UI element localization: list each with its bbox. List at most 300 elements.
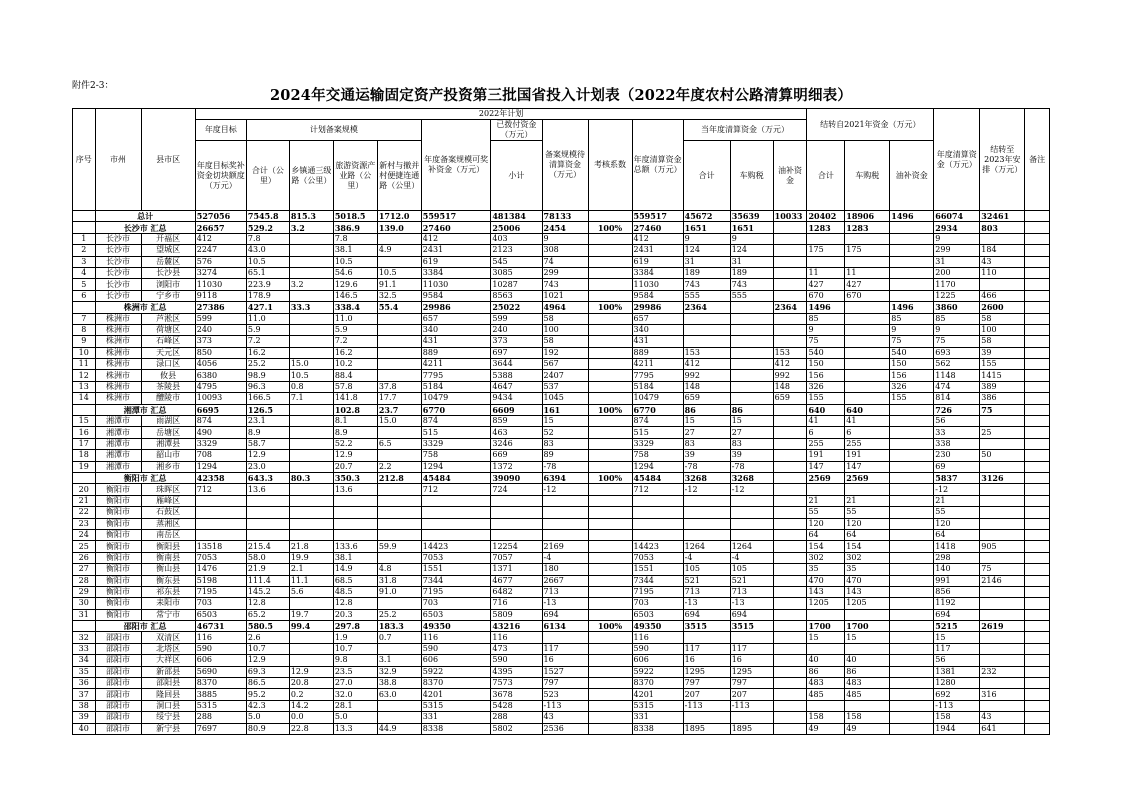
cell-value bbox=[588, 256, 632, 267]
cell-county: 常宁市 bbox=[141, 609, 195, 620]
cell-value: 316 bbox=[980, 689, 1025, 700]
cell-value bbox=[195, 518, 246, 529]
cell-value: 427.1 bbox=[246, 302, 289, 313]
table-row bbox=[73, 586, 1050, 597]
cell-value: 3126 bbox=[980, 472, 1025, 483]
cell-value bbox=[773, 472, 807, 483]
cell-value: 25.2 bbox=[246, 359, 289, 370]
table-row bbox=[73, 393, 1050, 404]
cell-value bbox=[890, 700, 934, 711]
cell-value bbox=[377, 700, 421, 711]
cell-city: 长沙市 bbox=[95, 233, 141, 244]
cell-value: 12.9 bbox=[246, 655, 289, 666]
cell-value: 797 bbox=[542, 678, 588, 689]
cell-county: 天元区 bbox=[141, 347, 195, 358]
cell-value: 207 bbox=[683, 689, 730, 700]
cell-value: 65.2 bbox=[246, 609, 289, 620]
cell-value: 7057 bbox=[491, 552, 542, 563]
cell-value: 5837 bbox=[934, 472, 980, 483]
cell-value: 2407 bbox=[542, 370, 588, 381]
cell-value bbox=[773, 564, 807, 575]
cell-value: 6134 bbox=[542, 621, 588, 632]
cell-seq: 26 bbox=[73, 552, 96, 563]
cell-value: 692 bbox=[934, 689, 980, 700]
cell-value bbox=[773, 689, 807, 700]
cell-summary-label: 总计 bbox=[95, 211, 195, 222]
cell-value bbox=[377, 370, 421, 381]
cell-value bbox=[773, 598, 807, 609]
cell-value: 23.5 bbox=[333, 666, 377, 677]
cell-value: 9584 bbox=[421, 290, 491, 301]
cell-seq: 28 bbox=[73, 575, 96, 586]
cell-value: 712 bbox=[632, 484, 683, 495]
cell-value bbox=[588, 438, 632, 449]
cell-value bbox=[421, 518, 491, 529]
cell-value: 21 bbox=[845, 495, 890, 506]
cell-value bbox=[1025, 632, 1050, 643]
cell-value: 7195 bbox=[632, 586, 683, 597]
cell-value: 156 bbox=[807, 370, 845, 381]
cell-value: 5.6 bbox=[289, 586, 333, 597]
cell-value: 470 bbox=[807, 575, 845, 586]
cell-value bbox=[588, 336, 632, 347]
header-annual-target: 年度目标 bbox=[195, 120, 246, 141]
cell-value: 1712.0 bbox=[377, 211, 421, 222]
cell-seq: 22 bbox=[73, 507, 96, 518]
cell-value: 153 bbox=[683, 347, 730, 358]
cell-value: 11 bbox=[845, 267, 890, 278]
cell-county: 醴陵市 bbox=[141, 393, 195, 404]
cell-value bbox=[890, 267, 934, 278]
cell-value: 1551 bbox=[421, 564, 491, 575]
cell-value bbox=[730, 712, 773, 723]
cell-value bbox=[377, 552, 421, 563]
cell-value: 56 bbox=[934, 655, 980, 666]
cell-value: 340 bbox=[421, 324, 491, 335]
cell-value: 6 bbox=[807, 427, 845, 438]
cell-value: 5690 bbox=[195, 666, 246, 677]
cell-county: 望城区 bbox=[141, 245, 195, 256]
table-row bbox=[73, 598, 1050, 609]
cell-city: 长沙市 bbox=[95, 245, 141, 256]
cell-value: 59.9 bbox=[377, 541, 421, 552]
cell-value: 1021 bbox=[542, 290, 588, 301]
cell-value bbox=[890, 609, 934, 620]
cell-value bbox=[773, 723, 807, 734]
cell-value: -113 bbox=[683, 700, 730, 711]
cell-value: 326 bbox=[807, 381, 845, 392]
cell-value: 302 bbox=[845, 552, 890, 563]
cell-value: 5315 bbox=[195, 700, 246, 711]
cell-value: 302 bbox=[807, 552, 845, 563]
cell-value bbox=[1025, 495, 1050, 506]
cell-value bbox=[588, 324, 632, 335]
cell-value bbox=[980, 643, 1025, 654]
cell-value: 7.8 bbox=[333, 233, 377, 244]
cell-value: 55.4 bbox=[377, 302, 421, 313]
cell-value: 57.8 bbox=[333, 381, 377, 392]
cell-value: -113 bbox=[934, 700, 980, 711]
cell-city: 株洲市 bbox=[95, 347, 141, 358]
cell-seq: 2 bbox=[73, 245, 96, 256]
cell-value bbox=[1025, 621, 1050, 632]
cell-value: 15 bbox=[807, 632, 845, 643]
cell-city: 长沙市 bbox=[95, 256, 141, 267]
cell-value bbox=[730, 336, 773, 347]
cell-value: 25 bbox=[980, 427, 1025, 438]
cell-value bbox=[588, 575, 632, 586]
cell-value: 850 bbox=[195, 347, 246, 358]
table-row bbox=[73, 666, 1050, 677]
cell-county: 湘潭县 bbox=[141, 438, 195, 449]
cell-value: 515 bbox=[632, 427, 683, 438]
cell-value bbox=[1025, 518, 1050, 529]
cell-value: 590 bbox=[632, 643, 683, 654]
cell-value: 299 bbox=[542, 267, 588, 278]
cell-value: 403 bbox=[491, 233, 542, 244]
cell-value: 146.5 bbox=[333, 290, 377, 301]
table-row bbox=[73, 552, 1050, 563]
cell-value bbox=[773, 256, 807, 267]
cell-value: 874 bbox=[421, 416, 491, 427]
cell-value: 89 bbox=[542, 450, 588, 461]
cell-value: 3515 bbox=[683, 621, 730, 632]
cell-value bbox=[773, 518, 807, 529]
cell-value bbox=[980, 609, 1025, 620]
cell-value: 12254 bbox=[491, 541, 542, 552]
cell-value: 7195 bbox=[195, 586, 246, 597]
table-row bbox=[73, 564, 1050, 575]
cell-value: 641 bbox=[980, 723, 1025, 734]
cell-value bbox=[632, 507, 683, 518]
cell-value: 105 bbox=[683, 564, 730, 575]
cell-value bbox=[683, 712, 730, 723]
table-row bbox=[73, 529, 1050, 540]
cell-value bbox=[491, 529, 542, 540]
cell-value: 1496 bbox=[807, 302, 845, 313]
cell-value: 8.9 bbox=[333, 427, 377, 438]
cell-value: 148 bbox=[683, 381, 730, 392]
cell-value bbox=[377, 484, 421, 495]
cell-value: 183.3 bbox=[377, 621, 421, 632]
cell-value: 240 bbox=[491, 324, 542, 335]
cell-value: 606 bbox=[421, 655, 491, 666]
cell-seq: 32 bbox=[73, 632, 96, 643]
cell-value: 3644 bbox=[491, 359, 542, 370]
cell-value: 905 bbox=[980, 541, 1025, 552]
cell-value bbox=[773, 461, 807, 472]
cell-value bbox=[773, 655, 807, 666]
cell-value: 2569 bbox=[845, 472, 890, 483]
cell-value bbox=[773, 621, 807, 632]
cell-value bbox=[377, 529, 421, 540]
table-row bbox=[73, 712, 1050, 723]
cell-value: 1294 bbox=[632, 461, 683, 472]
table-row bbox=[73, 404, 1050, 415]
cell-value: 7.1 bbox=[289, 393, 333, 404]
cell-value bbox=[773, 552, 807, 563]
cell-value bbox=[890, 632, 934, 643]
cell-value bbox=[807, 256, 845, 267]
cell-value: 1205 bbox=[845, 598, 890, 609]
cell-value bbox=[588, 598, 632, 609]
cell-value bbox=[730, 381, 773, 392]
cell-value: 133.6 bbox=[333, 541, 377, 552]
cell-value: 10.5 bbox=[377, 267, 421, 278]
cell-value bbox=[588, 678, 632, 689]
cell-value bbox=[542, 632, 588, 643]
cell-seq: 25 bbox=[73, 541, 96, 552]
cell-value: 427 bbox=[845, 279, 890, 290]
cell-value bbox=[890, 541, 934, 552]
cell-value bbox=[289, 461, 333, 472]
cell-value: 18906 bbox=[845, 211, 890, 222]
cell-value: 41 bbox=[807, 416, 845, 427]
cell-value bbox=[1025, 302, 1050, 313]
cell-value: 150 bbox=[890, 359, 934, 370]
cell-value: 240 bbox=[195, 324, 246, 335]
header-oil2: 油补资金 bbox=[890, 141, 934, 211]
cell-value bbox=[980, 461, 1025, 472]
cell-value: 39 bbox=[980, 347, 1025, 358]
cell-value: 4211 bbox=[632, 359, 683, 370]
cell-value: 7795 bbox=[632, 370, 683, 381]
table-row bbox=[73, 495, 1050, 506]
cell-value: 7195 bbox=[421, 586, 491, 597]
cell-county: 岳塘区 bbox=[141, 427, 195, 438]
cell-value bbox=[730, 313, 773, 324]
cell-value bbox=[246, 495, 289, 506]
cell-value: 147 bbox=[845, 461, 890, 472]
cell-value bbox=[1025, 347, 1050, 358]
cell-value: 815.3 bbox=[289, 211, 333, 222]
cell-value: 158 bbox=[807, 712, 845, 723]
cell-value bbox=[1025, 723, 1050, 734]
cell-value: 669 bbox=[491, 450, 542, 461]
cell-city: 株洲市 bbox=[95, 313, 141, 324]
cell-value bbox=[333, 495, 377, 506]
cell-value bbox=[773, 575, 807, 586]
cell-value bbox=[845, 700, 890, 711]
header-carryover: 结转自2021年资金（万元） bbox=[807, 109, 934, 141]
cell-value: 299 bbox=[934, 245, 980, 256]
cell-value: 703 bbox=[632, 598, 683, 609]
cell-value: -113 bbox=[542, 700, 588, 711]
cell-value: 2364 bbox=[683, 302, 730, 313]
cell-value: 8338 bbox=[421, 723, 491, 734]
cell-county: 雁峰区 bbox=[141, 495, 195, 506]
cell-value bbox=[289, 404, 333, 415]
cell-city: 株洲市 bbox=[95, 359, 141, 370]
cell-value: 889 bbox=[632, 347, 683, 358]
cell-value: 75 bbox=[934, 336, 980, 347]
table-row bbox=[73, 575, 1050, 586]
cell-value: 0.8 bbox=[289, 381, 333, 392]
cell-value bbox=[890, 279, 934, 290]
cell-value: 15 bbox=[683, 416, 730, 427]
cell-value: 694 bbox=[730, 609, 773, 620]
cell-value: 3678 bbox=[491, 689, 542, 700]
cell-value bbox=[845, 336, 890, 347]
cell-value bbox=[632, 518, 683, 529]
cell-value: 6503 bbox=[421, 609, 491, 620]
cell-value: 1895 bbox=[730, 723, 773, 734]
cell-value bbox=[1025, 598, 1050, 609]
table-row bbox=[73, 655, 1050, 666]
cell-city: 邵阳市 bbox=[95, 712, 141, 723]
cell-value: -13 bbox=[730, 598, 773, 609]
cell-value: 8338 bbox=[632, 723, 683, 734]
cell-value: 4795 bbox=[195, 381, 246, 392]
cell-value: 49350 bbox=[632, 621, 683, 632]
cell-value: 3246 bbox=[491, 438, 542, 449]
cell-value: 712 bbox=[195, 484, 246, 495]
cell-value: 13518 bbox=[195, 541, 246, 552]
cell-value: 11.0 bbox=[246, 313, 289, 324]
cell-value: 657 bbox=[421, 313, 491, 324]
cell-value: 308 bbox=[542, 245, 588, 256]
cell-value bbox=[890, 450, 934, 461]
cell-value bbox=[773, 279, 807, 290]
cell-value bbox=[1025, 484, 1050, 495]
cell-value: 1045 bbox=[542, 393, 588, 404]
cell-value: 120 bbox=[845, 518, 890, 529]
cell-value: 4201 bbox=[632, 689, 683, 700]
cell-city: 衡阳市 bbox=[95, 564, 141, 575]
cell-value: 10.5 bbox=[333, 256, 377, 267]
cell-seq: 37 bbox=[73, 689, 96, 700]
cell-value: 25006 bbox=[491, 222, 542, 233]
cell-value: 69.3 bbox=[246, 666, 289, 677]
cell-value: 21 bbox=[807, 495, 845, 506]
cell-value: 6770 bbox=[421, 404, 491, 415]
cell-value: 80.3 bbox=[289, 472, 333, 483]
cell-value bbox=[588, 461, 632, 472]
cell-value bbox=[845, 393, 890, 404]
cell-value bbox=[1025, 370, 1050, 381]
cell-value: 590 bbox=[491, 655, 542, 666]
cell-value bbox=[542, 507, 588, 518]
cell-value: 1294 bbox=[421, 461, 491, 472]
cell-value bbox=[588, 427, 632, 438]
cell-value bbox=[773, 427, 807, 438]
cell-value bbox=[980, 655, 1025, 666]
cell-value bbox=[289, 518, 333, 529]
cell-seq: 13 bbox=[73, 381, 96, 392]
cell-value bbox=[845, 484, 890, 495]
cell-value: 17.7 bbox=[377, 393, 421, 404]
cell-value bbox=[588, 393, 632, 404]
cell-value: 590 bbox=[421, 643, 491, 654]
cell-value: 0.0 bbox=[289, 712, 333, 723]
cell-value: 1372 bbox=[491, 461, 542, 472]
cell-value bbox=[588, 609, 632, 620]
cell-value: 10.7 bbox=[333, 643, 377, 654]
cell-city: 衡阳市 bbox=[95, 529, 141, 540]
cell-value bbox=[730, 507, 773, 518]
cell-value: 12.9 bbox=[333, 450, 377, 461]
cell-seq: 24 bbox=[73, 529, 96, 540]
cell-value bbox=[980, 700, 1025, 711]
cell-value: 10.5 bbox=[246, 256, 289, 267]
cell-value: 338.4 bbox=[333, 302, 377, 313]
cell-value: 100 bbox=[542, 324, 588, 335]
cell-value bbox=[773, 586, 807, 597]
cell-value: 100 bbox=[980, 324, 1025, 335]
table-row bbox=[73, 233, 1050, 244]
cell-value: 15.0 bbox=[289, 359, 333, 370]
cell-value bbox=[683, 313, 730, 324]
cell-county: 长沙县 bbox=[141, 267, 195, 278]
cell-value: 105 bbox=[730, 564, 773, 575]
cell-value bbox=[1025, 211, 1050, 222]
cell-value: 992 bbox=[773, 370, 807, 381]
cell-value: 10479 bbox=[632, 393, 683, 404]
cell-value: 1148 bbox=[934, 370, 980, 381]
cell-value: 58 bbox=[542, 336, 588, 347]
cell-value: 694 bbox=[934, 609, 980, 620]
cell-value: 5018.5 bbox=[333, 211, 377, 222]
cell-value bbox=[246, 529, 289, 540]
cell-seq: 38 bbox=[73, 700, 96, 711]
cell-value: 3860 bbox=[934, 302, 980, 313]
table-row bbox=[73, 302, 1050, 313]
cell-city: 长沙市 bbox=[95, 290, 141, 301]
cell-value bbox=[845, 256, 890, 267]
cell-value: 716 bbox=[491, 598, 542, 609]
cell-value: 56 bbox=[934, 416, 980, 427]
cell-seq bbox=[73, 222, 96, 233]
cell-county: 北塔区 bbox=[141, 643, 195, 654]
cell-value: 5.9 bbox=[333, 324, 377, 335]
cell-value: 1295 bbox=[683, 666, 730, 677]
cell-value: 19.9 bbox=[289, 552, 333, 563]
cell-city: 衡阳市 bbox=[95, 507, 141, 518]
cell-seq: 40 bbox=[73, 723, 96, 734]
cell-value: 5809 bbox=[491, 609, 542, 620]
cell-value: 562 bbox=[934, 359, 980, 370]
cell-value bbox=[289, 347, 333, 358]
cell-value: 155 bbox=[890, 393, 934, 404]
cell-value: 1294 bbox=[195, 461, 246, 472]
cell-value: 8.9 bbox=[246, 427, 289, 438]
cell-seq: 36 bbox=[73, 678, 96, 689]
cell-value: 192 bbox=[542, 347, 588, 358]
cell-value: 9 bbox=[934, 233, 980, 244]
cell-value: 52 bbox=[542, 427, 588, 438]
cell-value bbox=[1025, 472, 1050, 483]
cell-value: 23.1 bbox=[246, 416, 289, 427]
cell-value: 75 bbox=[890, 336, 934, 347]
cell-value bbox=[1025, 700, 1050, 711]
cell-county: 衡南县 bbox=[141, 552, 195, 563]
cell-value: 10.5 bbox=[289, 370, 333, 381]
cell-value: 42.3 bbox=[246, 700, 289, 711]
cell-value bbox=[588, 313, 632, 324]
cell-seq: 5 bbox=[73, 279, 96, 290]
cell-value: 2364 bbox=[773, 302, 807, 313]
cell-value: 232 bbox=[980, 666, 1025, 677]
cell-value: 3329 bbox=[421, 438, 491, 449]
cell-value bbox=[773, 222, 807, 233]
cell-value: 4677 bbox=[491, 575, 542, 586]
cell-seq: 31 bbox=[73, 609, 96, 620]
cell-value: 98.9 bbox=[246, 370, 289, 381]
cell-value: 2454 bbox=[542, 222, 588, 233]
cell-value: 11030 bbox=[421, 279, 491, 290]
cell-value bbox=[289, 290, 333, 301]
cell-value: 230 bbox=[934, 450, 980, 461]
